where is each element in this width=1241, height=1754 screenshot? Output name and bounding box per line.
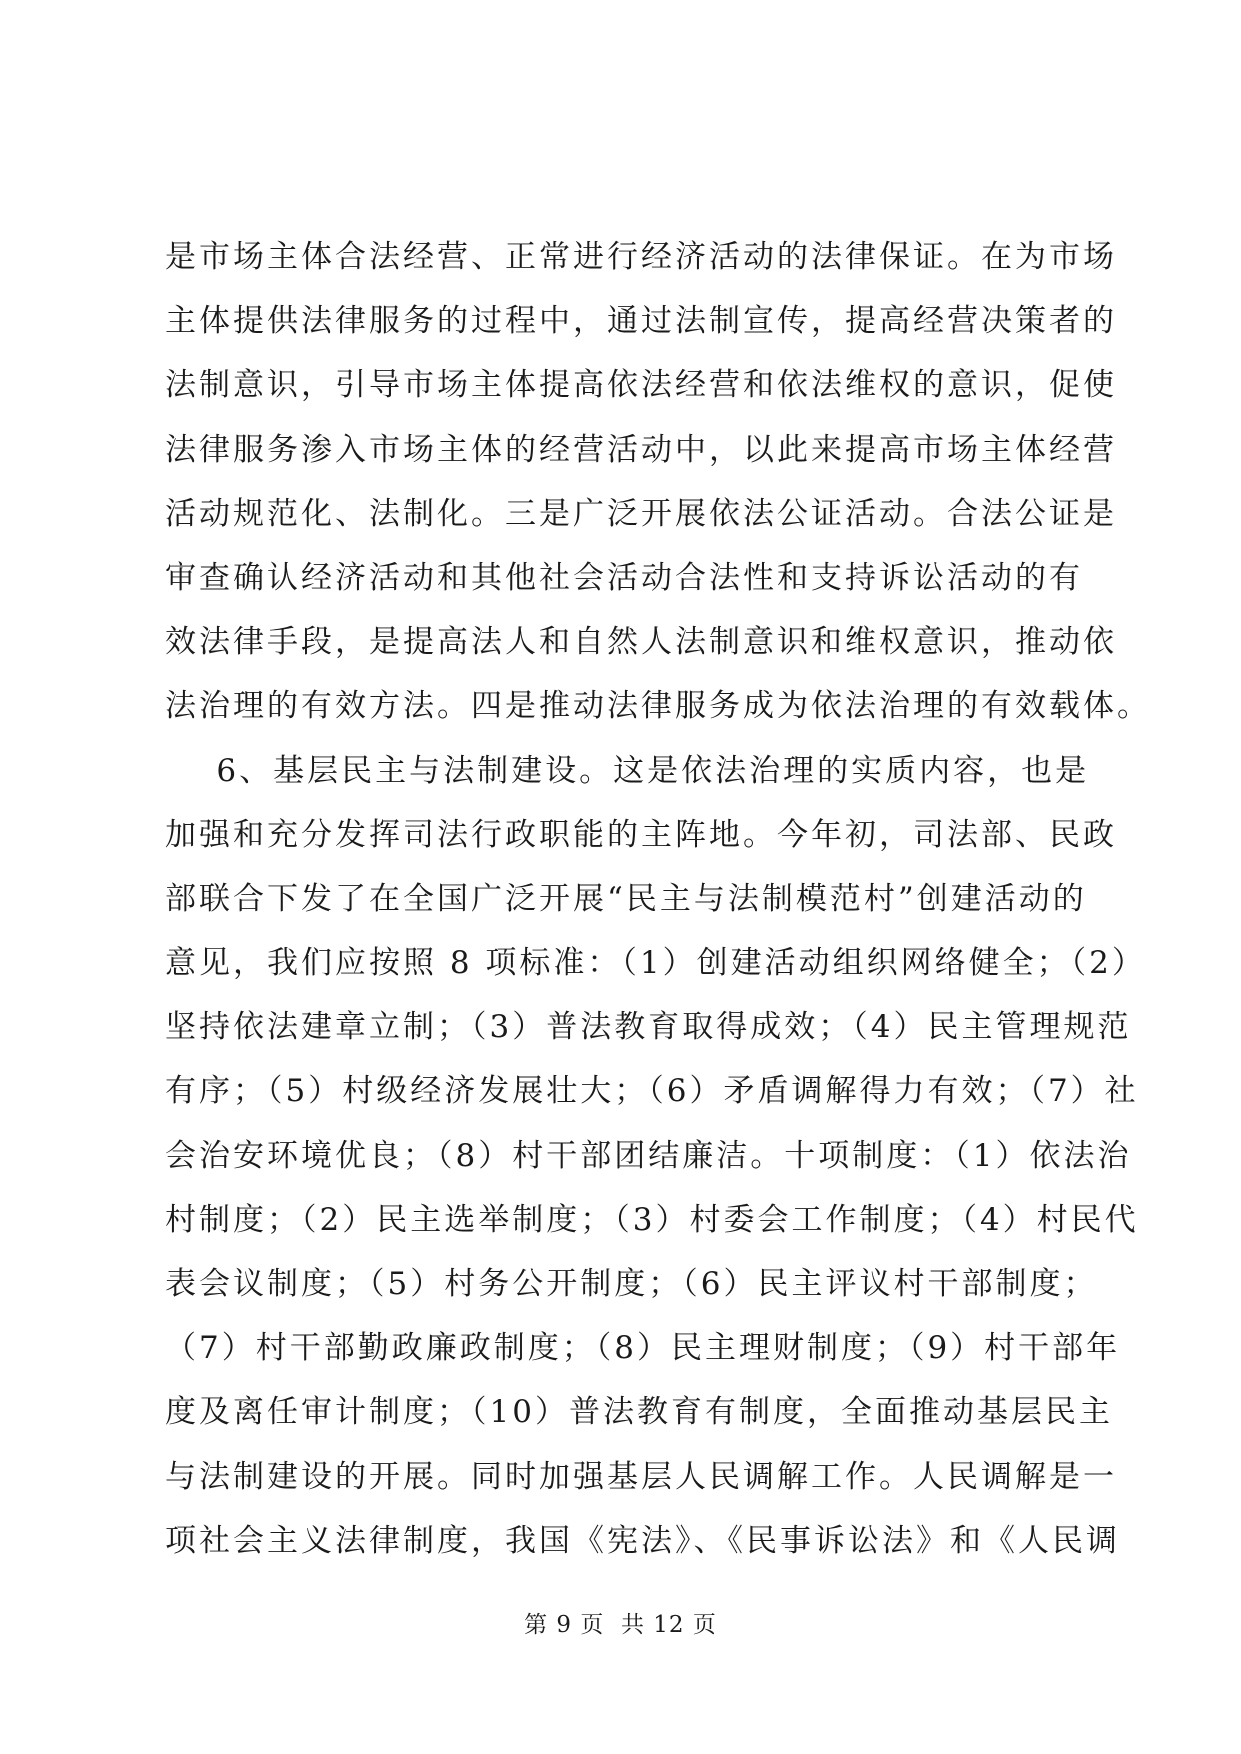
text-line: 加强和充分发挥司法行政职能的主阵地。今年初，司法部、民政 — [165, 816, 1117, 853]
text-line: 审查确认经济活动和其他社会活动合法性和支持诉讼活动的有 — [165, 559, 1083, 596]
page-number: 第 9 页 共 12 页 — [524, 1612, 717, 1638]
text-line: 主体提供法律服务的过程中，通过法制宣传，提高经营决策者的 — [165, 303, 1117, 340]
text-line: 会治安环境优良；（8）村干部团结廉洁。十项制度：（1）依法治 — [165, 1137, 1132, 1174]
text-line: 6、基层民主与法制建设。这是依法治理的实质内容，也是 — [165, 752, 1090, 789]
body-text — [165, 225, 1151, 1573]
text-line: 活动规范化、法制化。三是广泛开展依法公证活动。合法公证是 — [165, 495, 1117, 532]
text-line: 法治理的有效方法。四是推动法律服务成为依法治理的有效载体。 — [165, 688, 1151, 725]
text-line: 法制意识，引导市场主体提高依法经营和依法维权的意识，促使 — [165, 367, 1117, 404]
text-line: 法律服务渗入市场主体的经营活动中，以此来提高市场主体经营 — [165, 431, 1117, 468]
text-line: 部联合下发了在全国广泛开展“民主与法制模范村”创建活动的 — [165, 880, 1087, 917]
page-footer — [0, 1606, 1241, 1639]
text-line: 项社会主义法律制度，我国《宪法》、《民事诉讼法》和《人民调 — [165, 1522, 1120, 1559]
text-line: 是市场主体合法经营、正常进行经济活动的法律保证。在为市场 — [165, 239, 1117, 275]
text-line: 有序；（5）村级经济发展壮大；（6）矛盾调解得力有效；（7）社 — [165, 1073, 1139, 1110]
text-line: 意见，我们应按照 8 项标准：（1）创建活动组织网络健全；（2） — [165, 945, 1146, 982]
text-line: 效法律手段，是提高法人和自然人法制意识和维权意识，推动依 — [165, 624, 1117, 661]
text-line: 表会议制度；（5）村务公开制度；（6）民主评议村干部制度； — [165, 1266, 1098, 1302]
text-line: 度及离任审计制度；（10）普法教育有制度，全面推动基层民主 — [165, 1394, 1113, 1431]
text-line: 坚持依法建章立制；（3）普法教育取得成效；（4）民主管理规范 — [165, 1009, 1132, 1046]
text-line: 与法制建设的开展。同时加强基层人民调解工作。人民调解是一 — [165, 1458, 1117, 1495]
text-line: 村制度；（2）民主选举制度；（3）村委会工作制度；（4）村民代 — [165, 1201, 1139, 1238]
text-line: （7）村干部勤政廉政制度；（8）民主理财制度；（9）村干部年 — [165, 1330, 1121, 1367]
